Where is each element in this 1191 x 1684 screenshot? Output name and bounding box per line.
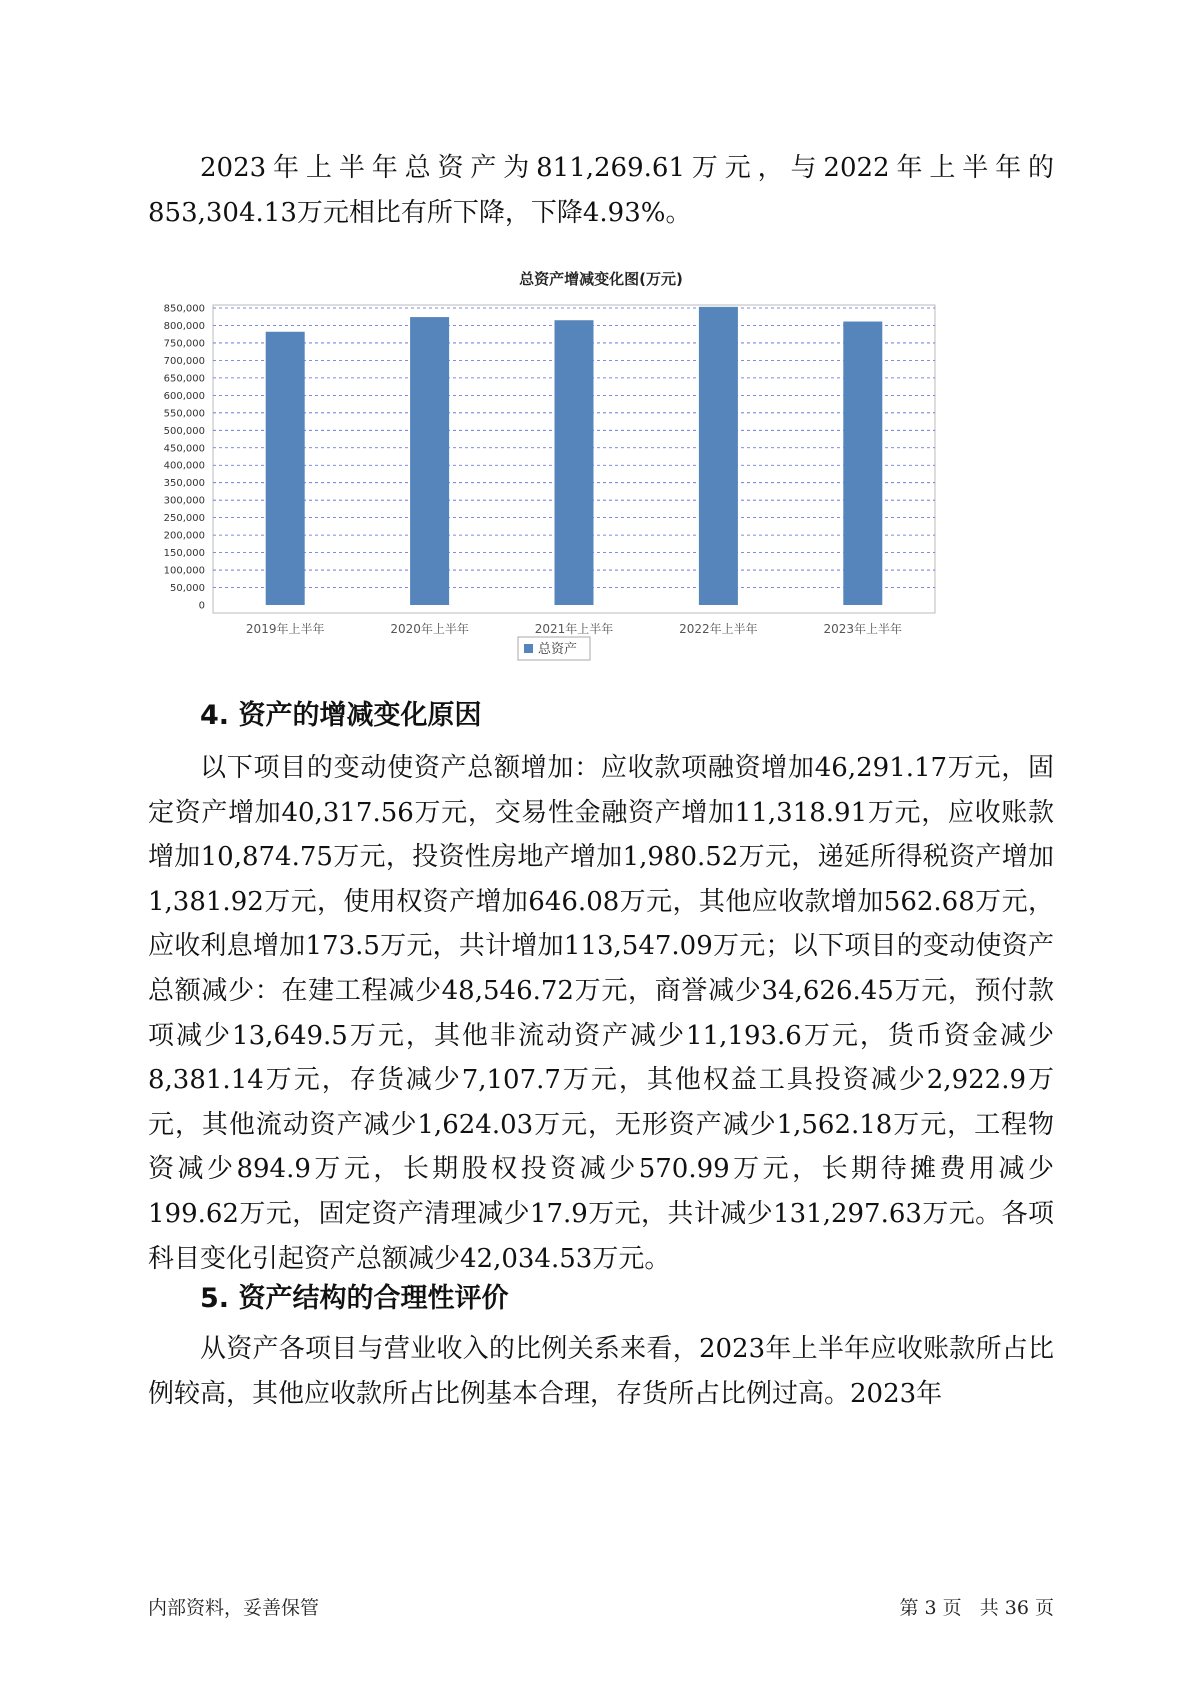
y-tick-label: 150,000 xyxy=(163,548,205,560)
y-tick-label: 650,000 xyxy=(163,373,205,385)
y-tick-label: 500,000 xyxy=(163,425,205,437)
footer-page-number: 第 3 页 共 36 页 xyxy=(899,1597,1054,1619)
bar xyxy=(410,317,449,605)
legend-label: 总资产 xyxy=(538,642,578,657)
bar xyxy=(699,307,738,605)
y-tick-label: 800,000 xyxy=(163,320,205,332)
x-tick-label: 2021年上半年 xyxy=(534,622,614,636)
y-tick-label: 450,000 xyxy=(163,443,205,455)
total-assets-bar-chart xyxy=(160,300,1020,720)
y-tick-label: 200,000 xyxy=(163,530,205,542)
footer-left: 内部资料，妥善保管 xyxy=(148,1597,320,1619)
y-tick-label: 250,000 xyxy=(163,513,205,525)
y-tick-label: 750,000 xyxy=(163,338,205,350)
x-tick-label: 2019年上半年 xyxy=(245,622,325,636)
y-tick-label: 50,000 xyxy=(170,583,205,595)
y-tick-label: 350,000 xyxy=(163,478,205,490)
section4-paragraph: 以下项目的变动使资产总额增加：应收款项融资增加46,291.17万元，固定资产增加40,317.56万元，交易性金融资产增加11,318.91万元，应收账款增加10,874.75万元，投资性房地产增加1,980.52万元，递延所得税资产增加1,381.92万元，使用权资产增加646.08万元，其他应收款增加562.68万元，应收利息增加173.5万元，共计增加113,547.09万元；以下项目的变动使资产总额减少：在建工程减少48,546.72万元，商誉减少34,626.45万元，预付款项减少13,649.5万元，其他非流动资产减少11,193.6万元，货币资金减少8,381.14万元，存货减少7,107.7万元，其他权益工具投资减少2,922.9万元，其他流动资产减少1,624.03万元，无形资产减少1,562.18万元，工程物资减少894.9万元，长期股权投资减少570.99万元，长期待摊费用减少199.62万元，固定资产清理减少17.9万元，共计减少131,297.63万元。各项科目变化引起资产总额减少42,034.53万元。 xyxy=(148,753,1054,1274)
x-tick-label: 2023年上半年 xyxy=(823,622,903,636)
y-tick-label: 600,000 xyxy=(163,390,205,402)
y-tick-label: 550,000 xyxy=(163,408,205,420)
y-tick-label: 400,000 xyxy=(163,460,205,472)
bar xyxy=(843,322,882,605)
chart-title: 总资产增减变化图(万元) xyxy=(519,270,683,288)
y-tick-label: 850,000 xyxy=(163,303,205,315)
x-tick-label: 2020年上半年 xyxy=(390,622,469,636)
legend-swatch xyxy=(524,644,533,653)
bar xyxy=(266,332,305,605)
y-tick-label: 100,000 xyxy=(163,565,205,577)
section5-heading: 5. 资产结构的合理性评价 xyxy=(200,1283,509,1314)
section4-heading: 4. 资产的增减变化原因 xyxy=(200,700,482,731)
y-tick-label: 300,000 xyxy=(163,495,205,507)
intro-paragraph: 2023年上半年总资产为811,269.61万元，与2022年上半年的853,304.13万元相比有所下降，下降4.93%。 xyxy=(148,153,1054,228)
bar xyxy=(555,320,594,605)
x-tick-label: 2022年上半年 xyxy=(679,622,758,636)
y-tick-label: 0 xyxy=(198,600,205,612)
y-tick-label: 700,000 xyxy=(163,355,205,367)
section5-paragraph: 从资产各项目与营业收入的比例关系来看，2023年上半年应收账款所占比例较高，其他应收款所占比例基本合理，存货所占比例过高。2023年 xyxy=(148,1334,1054,1409)
